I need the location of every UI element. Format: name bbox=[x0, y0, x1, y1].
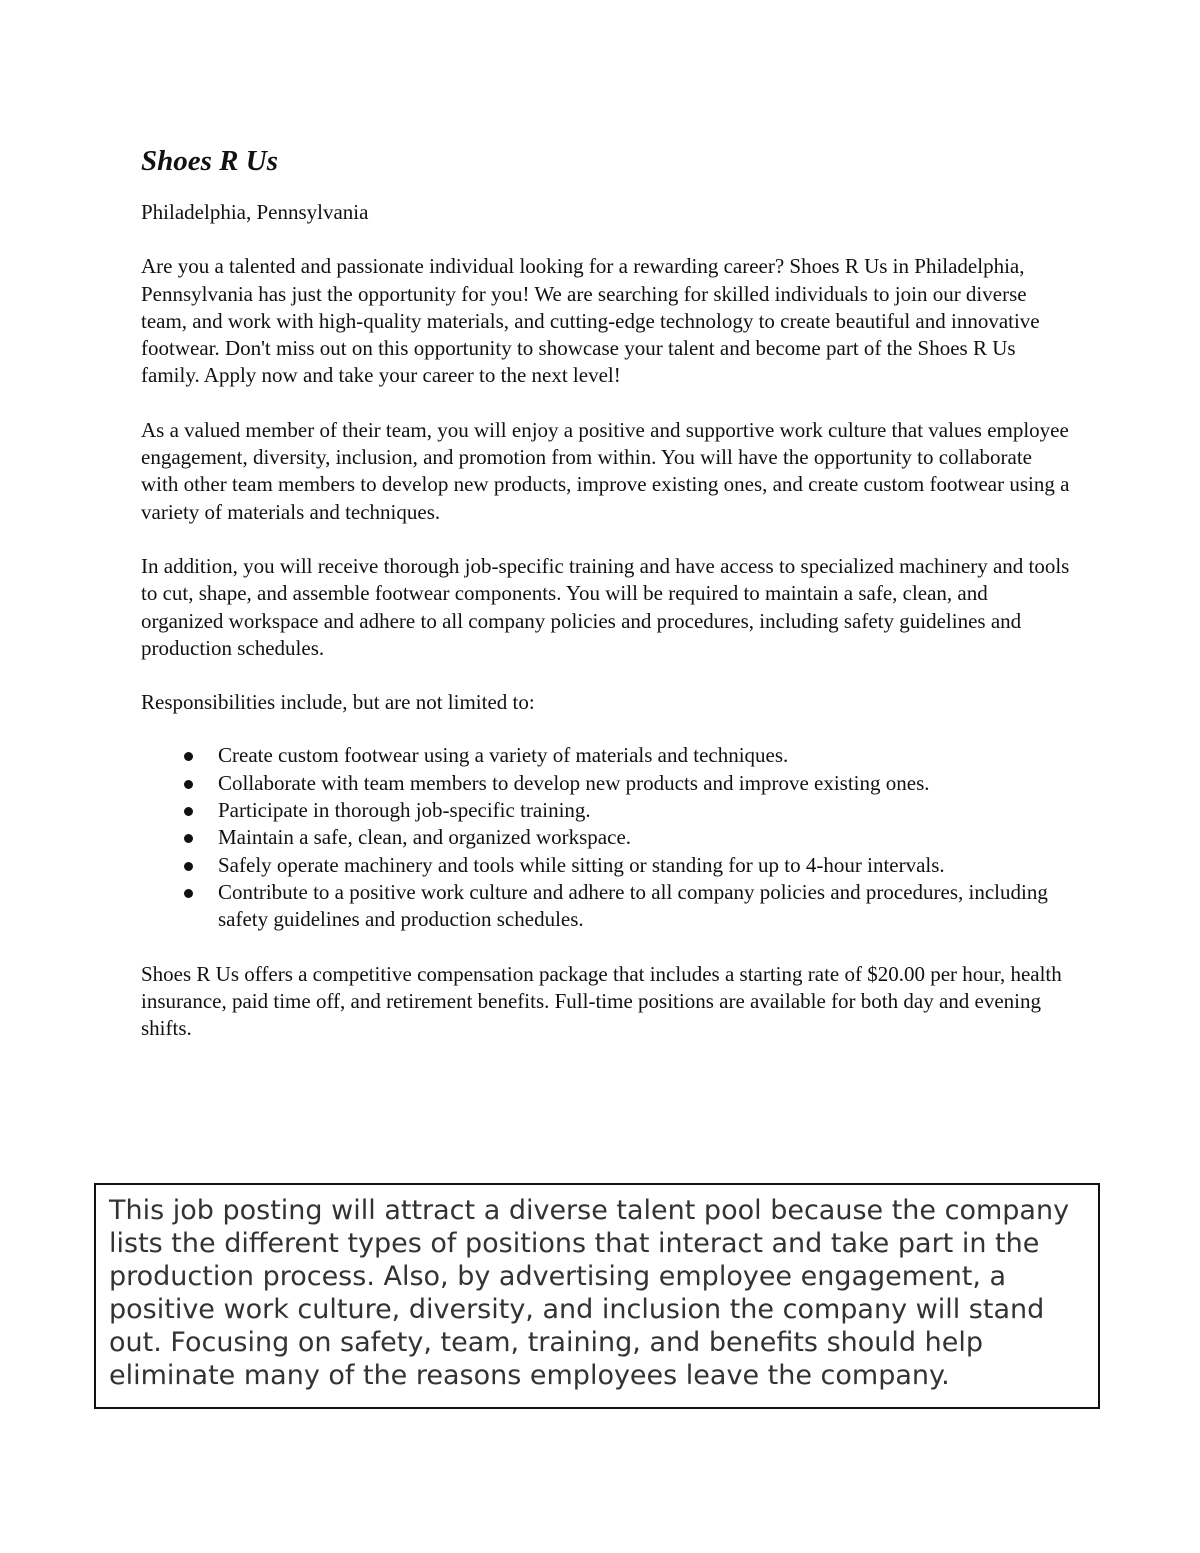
list-item bbox=[141, 742, 1071, 769]
bullet-icon bbox=[184, 889, 193, 898]
intro-paragraph: Are you a talented and passionate individual looking for a rewarding career? Shoes R Us in Philadelphia, Pennsylvania has just the opportunity for you! We are searching for skilled individuals to join our diverse team, and work with high-quality materials, and cutting-edge technology to create beautiful and innovative footwear. Don't miss out on this opportunity to showcase your talent and become part of the Shoes R Us family. Apply now and take your career to the next level! bbox=[141, 254, 1040, 388]
list-item bbox=[141, 824, 1071, 851]
training-paragraph: In addition, you will receive thorough job-specific training and have access to specialized machinery and tools to cut, shape, and assemble footwear components. You will be required to maintain a safe, clean, and organized workspace and adhere to all company policies and procedures, including safety guidelines and production schedules. bbox=[141, 553, 1070, 660]
list-item bbox=[141, 797, 1071, 824]
list-item-text: Participate in thorough job-specific training. bbox=[218, 798, 591, 823]
bullet-icon bbox=[184, 834, 193, 843]
company-title: Shoes R Us bbox=[141, 145, 278, 177]
analysis-text-box bbox=[94, 1183, 1100, 1409]
bullet-icon bbox=[184, 807, 193, 816]
compensation-paragraph: Shoes R Us offers a competitive compensation package that includes a starting rate of $20.00 per hour, health insurance, paid time off, and retirement benefits. Full-time positions are available for both day and evening shifts. bbox=[141, 961, 1062, 1041]
bullet-icon bbox=[184, 780, 193, 789]
list-item-text: Collaborate with team members to develop new products and improve existing ones. bbox=[218, 770, 930, 795]
responsibilities-list bbox=[141, 742, 1071, 933]
job-posting bbox=[141, 143, 1071, 1069]
analysis-text: This job posting will attract a diverse talent pool because the company lists the different types of positions that interact and take part in the production process. Also, by advertising employee engagement, a positive work culture, diversity, and inclusion the company will stand out. Focusing on safety, team, training, and benefits should help eliminate many of the reasons employees leave the company. bbox=[109, 1195, 1070, 1391]
list-item bbox=[141, 879, 1071, 934]
responsibilities-heading: Responsibilities include, but are not limited to: bbox=[141, 690, 535, 715]
bullet-icon bbox=[184, 752, 193, 761]
culture-paragraph: As a valued member of their team, you will enjoy a positive and supportive work culture that values employee engagement, diversity, inclusion, and promotion from within. You will have the opportunity to collaborate with other team members to develop new products, improve existing ones, and create custom footwear using a variety of materials and techniques. bbox=[141, 417, 1070, 524]
list-item-text: Contribute to a positive work culture and adhere to all company policies and procedures, including safety guidelines and production schedules. bbox=[218, 879, 1048, 932]
company-location: Philadelphia, Pennsylvania bbox=[141, 200, 369, 224]
bullet-icon bbox=[184, 862, 193, 871]
list-item bbox=[141, 770, 1071, 797]
list-item-text: Maintain a safe, clean, and organized workspace. bbox=[218, 825, 632, 850]
list-item bbox=[141, 852, 1071, 879]
list-item-text: Create custom footwear using a variety of materials and techniques. bbox=[218, 743, 789, 768]
list-item-text: Safely operate machinery and tools while sitting or standing for up to 4-hour intervals. bbox=[218, 852, 945, 877]
